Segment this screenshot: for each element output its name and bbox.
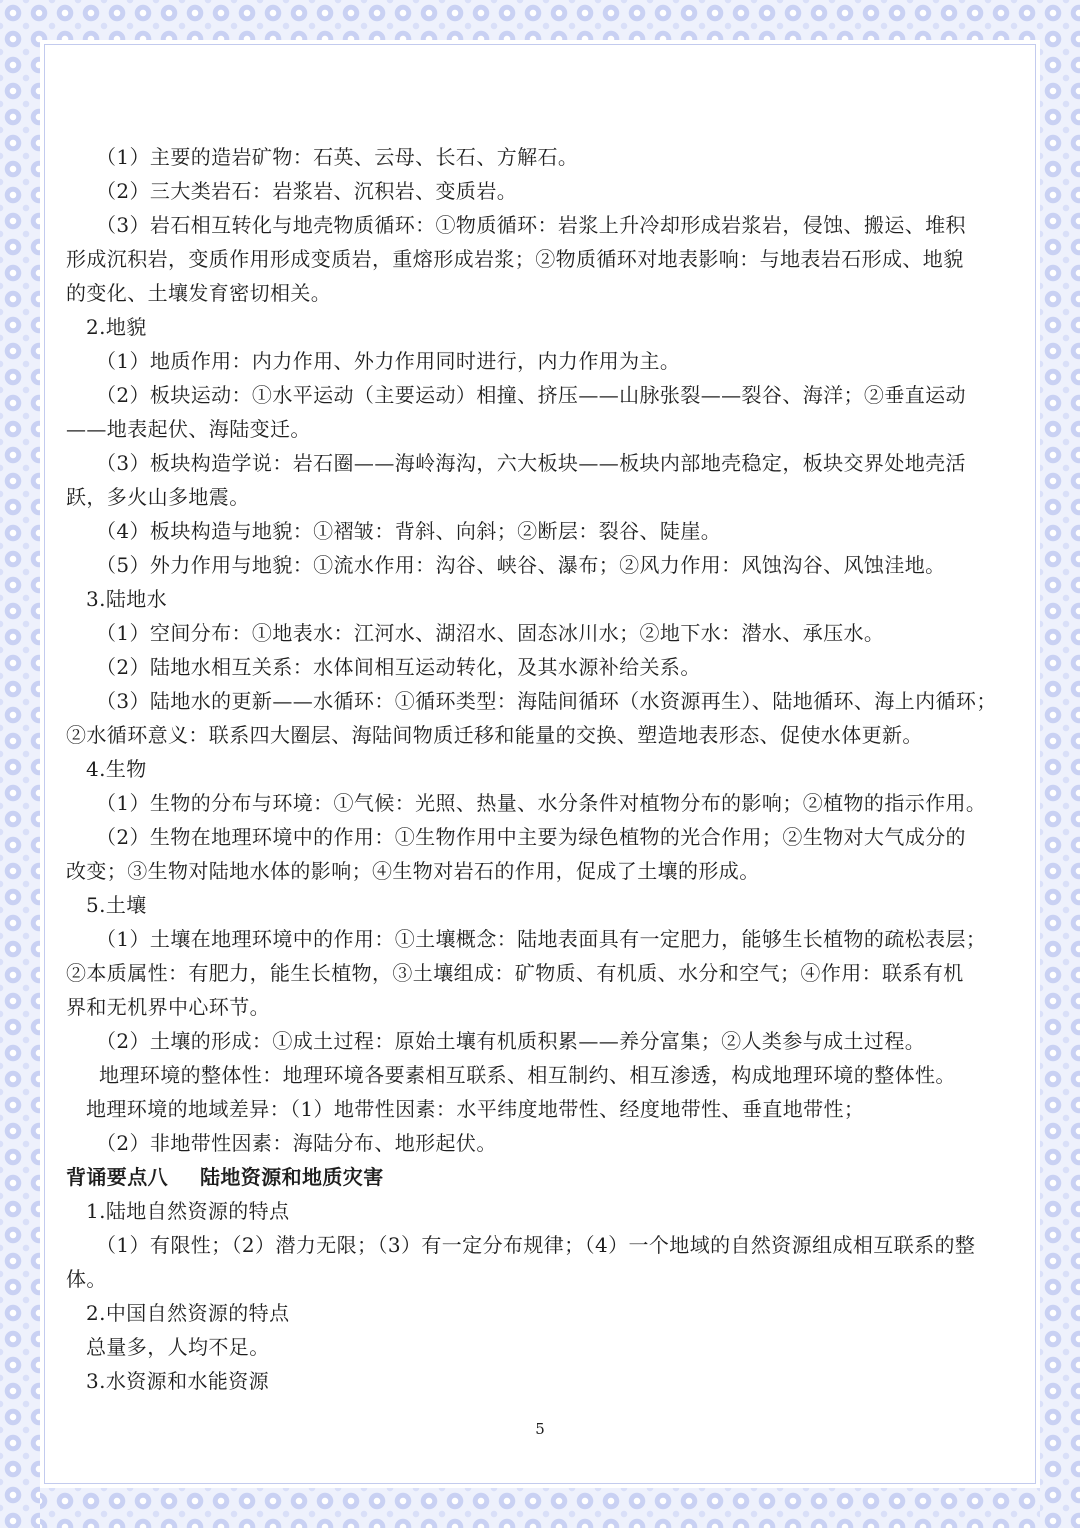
section-heading: 3.水资源和水能资源 [86,1369,270,1393]
text-line: （1）生物的分布与环境：①气候：光照、热量、水分条件对植物分布的影响；②植物的指示作用。 [96,791,987,815]
text-line: 界和无机界中心环节。 [66,995,270,1019]
text-line: 总量多，人均不足。 [86,1335,270,1359]
page-number: 5 [535,1420,545,1438]
text-line: 跃，多火山多地震。 [66,485,250,509]
text-line: 改变；③生物对陆地水体的影响；④生物对岩石的作用，促成了土壤的形成。 [66,859,760,883]
section-heading: 4.生物 [86,757,147,781]
text-line: （1）地质作用：内力作用、外力作用同时进行，内力作用为主。 [96,349,681,373]
text-line: （2）三大类岩石：岩浆岩、沉积岩、变质岩。 [96,179,518,203]
text-line: 形成沉积岩，变质作用形成变质岩，重熔形成岩浆；②物质循环对地表影响：与地表岩石形成、地貌 [66,247,964,271]
text-line: （1）主要的造岩矿物：石英、云母、长石、方解石。 [96,145,579,169]
text-line: （3）岩石相互转化与地壳物质循环：①物质循环：岩浆上升冷却形成岩浆岩，侵蚀、搬运、堆积 [96,213,966,237]
border-top [0,0,1080,40]
text-line: （3）板块构造学说：岩石圈——海岭海沟，六大板块——板块内部地壳稳定，板块交界处地壳活 [96,451,966,475]
document-body [66,140,1016,1398]
text-line: ——地表起伏、海陆变迁。 [66,417,311,441]
section-heading: 2.中国自然资源的特点 [86,1301,290,1325]
text-line: 地理环境的地域差异：（1）地带性因素：水平纬度地带性、经度地带性、垂直地带性； [86,1097,865,1121]
text-line: （4）板块构造与地貌：①褶皱：背斜、向斜；②断层：裂谷、陡崖。 [96,519,722,543]
key-point-title: 陆地资源和地质灾害 [200,1165,384,1189]
text-line: 地理环境的整体性：地理环境各要素相互联系、相互制约、相互渗透，构成地理环境的整体性。 [99,1063,956,1087]
key-point-label: 背诵要点八 [66,1165,168,1189]
text-line: ②水循环意义：联系四大圈层、海陆间物质迁移和能量的交换、塑造地表形态、促使水体更新。 [66,723,923,747]
border-bottom [0,1488,1080,1528]
text-line: （1）空间分布：①地表水：江河水、湖沼水、固态冰川水；②地下水：潜水、承压水。 [96,621,885,645]
border-left [0,0,40,1528]
border-right [1040,0,1080,1528]
text-line: （1）土壤在地理环境中的作用：①土壤概念：陆地表面具有一定肥力，能够生长植物的疏松表层； [96,927,987,951]
text-line: （2）陆地水相互关系：水体间相互运动转化，及其水源补给关系。 [96,655,701,679]
text-line: （5）外力作用与地貌：①流水作用：沟谷、峡谷、瀑布；②风力作用：风蚀沟谷、风蚀洼地。 [96,553,946,577]
section-heading: 3.陆地水 [86,587,168,611]
text-line: （2）板块运动：①水平运动（主要运动）相撞、挤压——山脉张裂——裂谷、海洋；②垂直运动 [96,383,966,407]
text-line: 体。 [66,1267,107,1291]
text-line: （2）生物在地理环境中的作用：①生物作用中主要为绿色植物的光合作用；②生物对大气成分的 [96,825,966,849]
section-heading: 2.地貌 [86,315,147,339]
text-line: ②本质属性：有肥力，能生长植物，③土壤组成：矿物质、有机质、水分和空气；④作用：联系有机 [66,961,964,985]
text-line: （1）有限性；（2）潜力无限；（3）有一定分布规律；（4）一个地域的自然资源组成相互联系的整 [96,1233,976,1257]
text-line: （2）非地带性因素：海陆分布、地形起伏。 [96,1131,497,1155]
text-line: （3）陆地水的更新——水循环：①循环类型：海陆间循环（水资源再生）、陆地循环、海上内循环； [96,689,997,713]
key-point-heading [66,1160,1016,1194]
section-heading: 1.陆地自然资源的特点 [86,1199,290,1223]
text-line: （2）土壤的形成：①成土过程：原始土壤有机质积累——养分富集；②人类参与成土过程。 [96,1029,926,1053]
text-line: 的变化、土壤发育密切相关。 [66,281,332,305]
section-heading: 5.土壤 [86,893,147,917]
